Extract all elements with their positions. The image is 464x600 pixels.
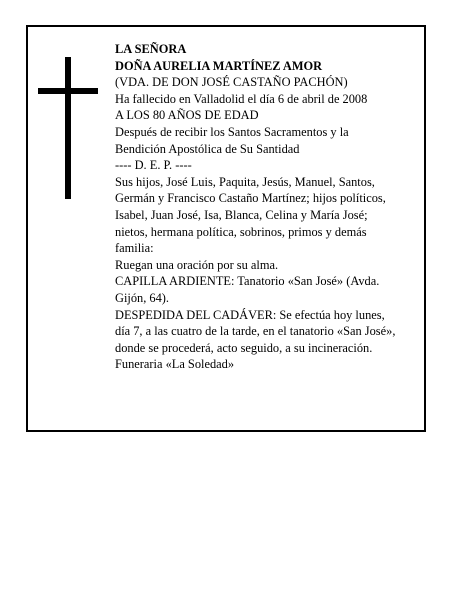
- farewell-line-3: donde se procederá, acto seguido, a su incineración.: [115, 340, 373, 355]
- deceased-name: DOÑA AURELIA MARTÍNEZ AMOR: [115, 58, 323, 73]
- widow-of: (VDA. DE DON JOSÉ CASTAÑO PACHÓN): [115, 75, 348, 90]
- family-line-2: Germán y Francisco Castaño Martínez; hijos políticos,: [115, 191, 386, 206]
- farewell-line-2: día 7, a las cuatro de la tarde, en el tanatorio «San José»,: [115, 324, 396, 339]
- prayer-request: Ruegan una oración por su alma.: [115, 257, 279, 272]
- notice-title-1: LA SEÑORA: [115, 42, 187, 56]
- dep-line: ---- D. E. P. ----: [115, 158, 192, 173]
- family-line-5: familia:: [115, 241, 154, 256]
- sacraments-line-2: Bendición Apostólica de Su Santidad: [115, 141, 300, 156]
- age-at-death: A LOS 80 AÑOS DE EDAD: [115, 108, 259, 123]
- chapel-line-2: Gijón, 64).: [115, 290, 170, 305]
- chapel-line-1: CAPILLA ARDIENTE: Tanatorio «San José» (Avda.: [115, 274, 380, 289]
- family-line-4: nietos, hermana política, sobrinos, primos y demás: [115, 224, 367, 239]
- sacraments-line-1: Después de recibir los Santos Sacramentos y la: [115, 124, 349, 139]
- funeral-home: Funeraria «La Soledad»: [115, 357, 235, 372]
- cross-horizontal-bar: [38, 88, 98, 94]
- cross-icon: [38, 57, 98, 199]
- death-place-date: Ha fallecido en Valladolid el día 6 de abril de 2008: [115, 91, 368, 106]
- cross-vertical-bar: [65, 57, 71, 199]
- notice-text: [115, 41, 427, 373]
- obituary-notice: [26, 25, 426, 432]
- farewell-line-1: DESPEDIDA DEL CADÁVER: Se efectúa hoy lunes,: [115, 307, 385, 322]
- family-line-3: Isabel, Juan José, Isa, Blanca, Celina y María José;: [115, 207, 368, 222]
- family-line-1: Sus hijos, José Luis, Paquita, Jesús, Manuel, Santos,: [115, 174, 375, 189]
